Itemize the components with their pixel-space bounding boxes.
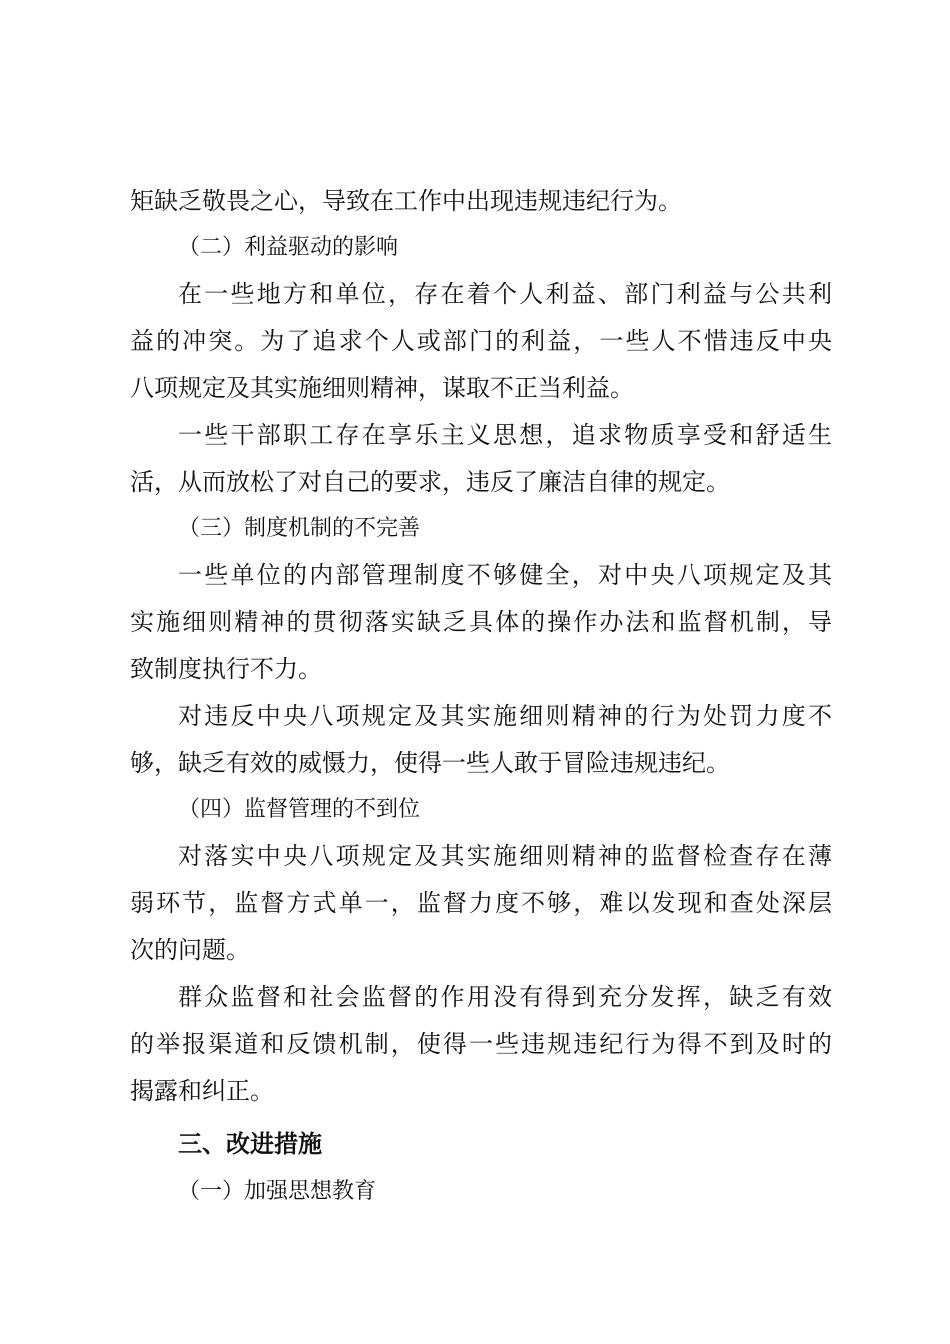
paragraph-line: 益的冲突。为了追求个人或部门的利益，一些人不惜违反中央 <box>130 327 832 355</box>
section-subheading: （二）利益驱动的影响 <box>178 235 399 260</box>
paragraph-line: 够，缺乏有效的威慑力，使得一些人敢于冒险违规违纪。 <box>130 749 730 777</box>
paragraph-line: 群众监督和社会监督的作用没有得到充分发挥，缺乏有效 <box>178 983 832 1011</box>
paragraph-line: 弱环节，监督方式单一，监督力度不够，难以发现和查处深层 <box>130 889 832 917</box>
paragraph-line: 的举报渠道和反馈机制，使得一些违规违纪行为得不到及时的 <box>130 1030 832 1058</box>
paragraph-line: 致制度执行不力。 <box>130 655 322 683</box>
paragraph-line: 一些干部职工存在享乐主义思想，追求物质享受和舒适生 <box>178 421 832 449</box>
paragraph-line: 在一些地方和单位，存在着个人利益、部门利益与公共利 <box>178 280 832 308</box>
paragraph-line: 实施细则精神的贯彻落实缺乏具体的操作办法和监督机制，导 <box>130 608 832 636</box>
paragraph-line: 一些单位的内部管理制度不够健全，对中央八项规定及其 <box>178 561 832 589</box>
section-subheading: （四）监督管理的不到位 <box>178 797 421 822</box>
section-heading: 三、改进措施 <box>178 1130 322 1158</box>
section-subheading: （三）制度机制的不完善 <box>178 516 421 541</box>
document-body <box>130 178 832 1215</box>
paragraph-line: 八项规定及其实施细则精神，谋取不正当利益。 <box>130 374 634 402</box>
paragraph-line: 对违反中央八项规定及其实施细则精神的行为处罚力度不 <box>178 702 832 730</box>
section-subheading: （一）加强思想教育 <box>178 1179 377 1204</box>
paragraph-line: 活，从而放松了对自己的要求，违反了廉洁自律的规定。 <box>130 468 730 496</box>
paragraph-line: 揭露和纠正。 <box>130 1077 274 1105</box>
paragraph-line: 对落实中央八项规定及其实施细则精神的监督检查存在薄 <box>178 842 832 870</box>
paragraph-line: 矩缺乏敬畏之心，导致在工作中出现违规违纪行为。 <box>130 187 682 215</box>
paragraph-line: 次的问题。 <box>130 936 250 964</box>
